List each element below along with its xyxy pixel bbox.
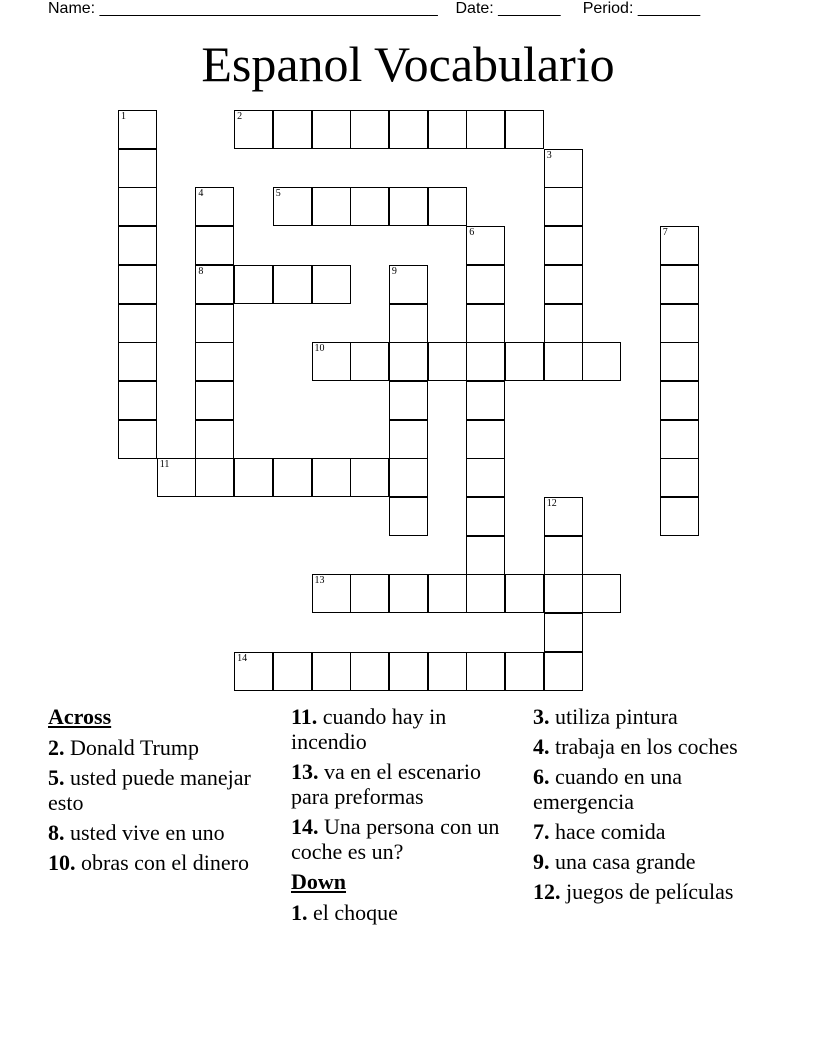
- clue-number: 2.: [48, 735, 65, 760]
- clue-number-label: 8: [198, 265, 204, 277]
- clue-text: el choque: [313, 900, 398, 925]
- grid-cell[interactable]: [389, 458, 428, 497]
- grid-cell[interactable]: [312, 342, 351, 381]
- grid-cell[interactable]: [195, 420, 234, 459]
- clue-text: hace comida: [555, 819, 666, 844]
- clue-down-3: [533, 704, 768, 729]
- grid-cell[interactable]: [466, 420, 505, 459]
- grid-cell[interactable]: [273, 110, 312, 149]
- grid-cell[interactable]: [544, 265, 583, 304]
- clue-number: 13.: [291, 759, 319, 784]
- grid-cell[interactable]: [312, 187, 351, 226]
- grid-cell[interactable]: [466, 652, 505, 691]
- grid-cell[interactable]: [350, 574, 389, 613]
- clue-down-7: [533, 819, 768, 844]
- clue-across-10: [48, 850, 288, 875]
- grid-cell[interactable]: [195, 458, 234, 497]
- grid-cell[interactable]: [505, 574, 544, 613]
- grid-cell[interactable]: [389, 110, 428, 149]
- grid-cell[interactable]: [660, 265, 699, 304]
- grid-cell[interactable]: [389, 265, 428, 304]
- clue-number: 11.: [291, 704, 318, 729]
- clue-text: utiliza pintura: [555, 704, 678, 729]
- grid-cell[interactable]: [389, 304, 428, 343]
- grid-cell[interactable]: [118, 149, 157, 188]
- grid-cell[interactable]: [234, 652, 273, 691]
- clue-number: 1.: [291, 900, 308, 925]
- grid-cell[interactable]: [350, 187, 389, 226]
- clue-number: 10.: [48, 850, 76, 875]
- grid-cell[interactable]: [428, 187, 467, 226]
- clues-column-1: [48, 704, 288, 880]
- grid-cell[interactable]: [505, 652, 544, 691]
- clue-number-label: 7: [662, 227, 668, 239]
- grid-cell[interactable]: [312, 110, 351, 149]
- clue-number: 9.: [533, 849, 550, 874]
- clue-down-6: [533, 764, 768, 814]
- grid-cell[interactable]: [273, 187, 312, 226]
- down-heading: Down: [291, 869, 347, 894]
- clue-down-12: [533, 879, 768, 904]
- grid-cell[interactable]: [660, 458, 699, 497]
- clue-number: 5.: [48, 765, 65, 790]
- clue-number: 14.: [291, 814, 319, 839]
- grid-cell[interactable]: [466, 574, 505, 613]
- grid-cell[interactable]: [273, 265, 312, 304]
- grid-cell[interactable]: [389, 420, 428, 459]
- clue-text: usted vive en uno: [70, 820, 225, 845]
- clue-across-13: [291, 759, 516, 809]
- grid-cell[interactable]: [660, 342, 699, 381]
- clue-number-label: 2: [237, 111, 243, 122]
- grid-cell[interactable]: [389, 652, 428, 691]
- clue-number-label: 11: [159, 459, 170, 471]
- grid-cell[interactable]: [466, 497, 505, 536]
- name-date-period-line: Name: ______________________________________ Date: _______ Period: _______: [48, 0, 701, 17]
- clue-text: cuando en una emergencia: [533, 764, 683, 814]
- clue-number-label: 1: [121, 111, 126, 122]
- clue-across-5: [48, 765, 288, 815]
- grid-cell[interactable]: [582, 574, 621, 613]
- clue-number-label: 4: [198, 188, 204, 200]
- clues-column-2: [291, 704, 516, 930]
- clue-number: 12.: [533, 879, 561, 904]
- grid-cell[interactable]: [312, 652, 351, 691]
- grid-cell[interactable]: [118, 265, 157, 304]
- grid-cell[interactable]: [118, 342, 157, 381]
- grid-cell[interactable]: [544, 226, 583, 265]
- grid-cell[interactable]: [195, 187, 234, 226]
- grid-cell[interactable]: [118, 110, 157, 149]
- grid-cell[interactable]: [428, 110, 467, 149]
- grid-cell[interactable]: [118, 187, 157, 226]
- clue-number-label: 5: [275, 188, 281, 200]
- grid-cell[interactable]: [466, 381, 505, 420]
- clue-number: 3.: [533, 704, 550, 729]
- grid-cell[interactable]: [544, 497, 583, 536]
- grid-cell[interactable]: [234, 110, 273, 149]
- grid-cell[interactable]: [466, 304, 505, 343]
- clue-down-4: [533, 734, 768, 759]
- grid-cell[interactable]: [389, 381, 428, 420]
- grid-cell[interactable]: [195, 381, 234, 420]
- grid-cell[interactable]: [544, 304, 583, 343]
- clue-number-label: 3: [546, 149, 552, 161]
- grid-cell[interactable]: [350, 458, 389, 497]
- clue-number: 4.: [533, 734, 550, 759]
- clue-across-8: [48, 820, 288, 845]
- grid-cell[interactable]: [118, 304, 157, 343]
- grid-cell[interactable]: [544, 652, 583, 691]
- grid-cell[interactable]: [389, 187, 428, 226]
- clue-across-2: [48, 735, 288, 760]
- grid-cell[interactable]: [350, 652, 389, 691]
- page-title: Espanol Vocabulario: [201, 36, 615, 92]
- grid-cell[interactable]: [660, 420, 699, 459]
- clue-text: juegos de películas: [566, 879, 734, 904]
- grid-cell[interactable]: [350, 342, 389, 381]
- clues-column-3: [533, 704, 768, 909]
- grid-cell[interactable]: [544, 574, 583, 613]
- across-heading: Across: [48, 704, 112, 729]
- grid-cell[interactable]: [660, 226, 699, 265]
- clue-number-label: 10: [314, 343, 325, 355]
- grid-cell[interactable]: [544, 149, 583, 188]
- grid-cell[interactable]: [428, 342, 467, 381]
- grid-cell[interactable]: [466, 342, 505, 381]
- clue-number-label: 6: [469, 227, 475, 239]
- clue-number-label: 14: [237, 652, 248, 664]
- grid-cell[interactable]: [466, 110, 505, 149]
- grid-cell[interactable]: [466, 226, 505, 265]
- grid-cell[interactable]: [582, 342, 621, 381]
- grid-cell[interactable]: [428, 574, 467, 613]
- grid-cell[interactable]: [389, 497, 428, 536]
- grid-cell[interactable]: [234, 265, 273, 304]
- grid-cell[interactable]: [273, 458, 312, 497]
- grid-cell[interactable]: [660, 381, 699, 420]
- grid-cell[interactable]: [195, 265, 234, 304]
- grid-cell[interactable]: [466, 458, 505, 497]
- grid-cell[interactable]: [234, 458, 273, 497]
- grid-cell[interactable]: [273, 652, 312, 691]
- grid-cell[interactable]: [350, 110, 389, 149]
- grid-cell[interactable]: [389, 574, 428, 613]
- grid-cell[interactable]: [195, 342, 234, 381]
- clue-text: cuando hay in incendio: [291, 704, 447, 754]
- grid-cell[interactable]: [660, 304, 699, 343]
- clue-number-label: 12: [546, 498, 557, 509]
- clue-text: usted puede manejar esto: [48, 765, 251, 815]
- clue-down-9: [533, 849, 768, 874]
- clue-number: 6.: [533, 764, 550, 789]
- grid-cell[interactable]: [157, 458, 196, 497]
- grid-cell[interactable]: [544, 342, 583, 381]
- grid-cell[interactable]: [505, 342, 544, 381]
- grid-cell[interactable]: [660, 497, 699, 536]
- grid-cell[interactable]: [544, 613, 583, 652]
- grid-cell[interactable]: [312, 574, 351, 613]
- grid-cell[interactable]: [428, 652, 467, 691]
- grid-cell[interactable]: [505, 110, 544, 149]
- clue-number-label: 9: [391, 265, 397, 277]
- grid-cell[interactable]: [389, 342, 428, 381]
- clue-text: va en el escenario para preformas: [291, 759, 481, 809]
- clue-text: una casa grande: [555, 849, 696, 874]
- clue-number: 7.: [533, 819, 550, 844]
- grid-cell[interactable]: [118, 381, 157, 420]
- clue-number-label: 13: [314, 575, 325, 587]
- clue-across-11: [291, 704, 516, 754]
- clue-text: trabaja en los coches: [555, 734, 738, 759]
- clue-text: obras con el dinero: [81, 850, 249, 875]
- grid-cell[interactable]: [466, 265, 505, 304]
- clue-number: 8.: [48, 820, 65, 845]
- grid-cell[interactable]: [118, 420, 157, 459]
- clue-across-14: [291, 814, 516, 864]
- grid-cell[interactable]: [544, 536, 583, 575]
- grid-cell[interactable]: [312, 458, 351, 497]
- grid-cell[interactable]: [195, 226, 234, 265]
- clue-down-1: [291, 900, 516, 925]
- grid-cell[interactable]: [195, 304, 234, 343]
- grid-cell[interactable]: [544, 187, 583, 226]
- grid-cell[interactable]: [312, 265, 351, 304]
- clue-text: Donald Trump: [70, 735, 199, 760]
- clue-text: Una persona con un coche es un?: [291, 814, 500, 864]
- grid-cell[interactable]: [466, 536, 505, 575]
- grid-cell[interactable]: [118, 226, 157, 265]
